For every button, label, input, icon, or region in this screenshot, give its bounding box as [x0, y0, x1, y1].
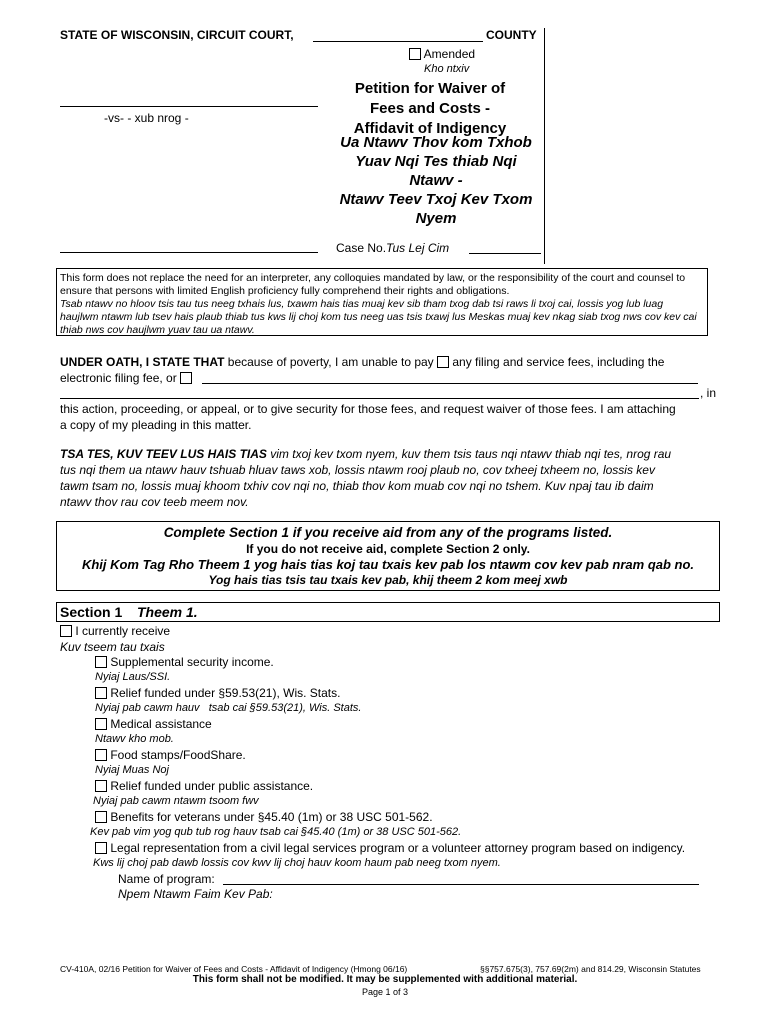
oath-hmong-line: tus nqi them ua ntawv hauv tshuab hluav taws xob, lossis ntawm rooj plaub no, cov txheej txheem no, lossis kev: [60, 463, 655, 477]
case-number-field[interactable]: [469, 253, 541, 254]
medical-checkbox[interactable]: [95, 718, 107, 730]
court-heading: STATE OF WISCONSIN, CIRCUIT COURT,: [60, 28, 294, 42]
title-line: Fees and Costs -: [369, 100, 491, 117]
notice-english: This form does not replace the need for an interpreter, any colloquies mandated by law, or the responsibility of the court and counsel to ensure that persons with limited English proficiency fully comprehend their rights and obligations.: [60, 272, 686, 297]
veterans-hmong: Kev pab vim yog qub tub rog hauv tsab cai §45.40 (1m) or 38 USC 501-562.: [90, 826, 462, 838]
case-number-label: [336, 241, 449, 255]
respondent-name-field[interactable]: [60, 252, 318, 253]
amended-hmong-label: Kho ntxiv: [424, 63, 470, 75]
oath-in: , in: [700, 386, 717, 400]
petitioner-name-field[interactable]: [60, 106, 318, 107]
page-number: Page 1 of 3: [361, 987, 409, 997]
legal-representation-checkbox[interactable]: [95, 842, 107, 854]
oath-hmong-line: ntawv thov rau cov teeb meem nov.: [60, 495, 249, 509]
form-title: [330, 79, 530, 139]
item-veterans[interactable]: [95, 810, 433, 824]
ssi-hmong: Nyiaj Laus/SSI.: [95, 671, 171, 683]
legal-representation-label: Legal representation from a civil legal services program or a volunteer attorney program based on indigency.: [110, 841, 686, 855]
relief-5953-hmong: Nyiaj pab cawm hauv tsab cai §59.53(21), Wis. Stats.: [95, 702, 362, 714]
instructions-line-1: Complete Section 1 if you receive aid from any of the programs listed.: [163, 525, 613, 540]
amended-option[interactable]: [409, 47, 475, 61]
instructions-line-3: Khij Kom Tag Rho Theem 1 yog hais tias koj tau txais kev pab los ntawm cov kev pab nram qab no.: [81, 557, 695, 572]
program-name-field[interactable]: [223, 884, 699, 885]
notice-hmong: Tsab ntawv no hloov tsis tau tus neeg txhais lus, txawm hais tias muaj kev sib tham txog dab tsi raws li txoj cai, lossis yog lub luag haujlwm ntawm lub tsev hais plaub thiab tus kws lij choj kom tus neeg uas tsis txawj lus Meskas muaj kev nkag siab txog nws cov kev cai thiab nws cov haujlwm yuav tau ua ntawv.: [60, 298, 697, 336]
foodshare-hmong: Nyiaj Muas Noj: [95, 764, 169, 776]
public-assistance-checkbox[interactable]: [95, 780, 107, 792]
oath-text: electronic filing fee, or: [60, 371, 181, 385]
form-id: CV-410A, 02/16 Petition for Waiver of Fees and Costs - Affidavit of Indigency (Hmong 06/16): [60, 964, 408, 974]
relief-5953-label: Relief funded under §59.53(21), Wis. Stats.: [110, 686, 341, 700]
oath-line-2: [60, 371, 192, 385]
item-medical[interactable]: [95, 717, 212, 731]
oath-lead: UNDER OATH, I STATE THAT: [60, 355, 225, 369]
item-foodshare[interactable]: [95, 748, 246, 762]
caption-divider: [544, 28, 545, 264]
medical-hmong: Ntawv kho mob.: [95, 733, 174, 745]
form-title-hmong: [330, 133, 542, 228]
item-ssi[interactable]: [95, 655, 274, 669]
modification-notice: This form shall not be modified. It may be supplemented with additional material.: [192, 974, 578, 985]
interpreter-notice: [56, 268, 708, 336]
oath-hmong: [60, 446, 671, 510]
oath-hmong-lead: TSA TES, KUV TEEV LUS HAIS TIAS: [60, 447, 267, 461]
section-1-title-hmong: Theem 1.: [137, 604, 198, 620]
currently-receive[interactable]: [60, 624, 170, 638]
instructions-line-2: If you do not receive aid, complete Section 2 only.: [246, 542, 530, 556]
foodshare-checkbox[interactable]: [95, 749, 107, 761]
currently-receive-label: I currently receive: [75, 624, 171, 638]
title-line: Petition for Waiver of: [354, 80, 506, 97]
currently-receive-hmong: Kuv tseem tau txais: [60, 640, 165, 654]
oath-line-4: this action, proceeding, or appeal, or to give security for those fees, and request waiver of those fees. I am attaching: [60, 402, 676, 416]
item-relief-5953[interactable]: [95, 686, 340, 700]
title-line: Affidavit of Indigency: [353, 120, 507, 137]
oath-text: because of poverty, I am unable to pay: [224, 355, 438, 369]
item-legal-representation[interactable]: [95, 841, 685, 855]
veterans-checkbox[interactable]: [95, 811, 107, 823]
section-1-header: [56, 602, 720, 622]
versus-label: -vs- - xub nrog -: [104, 111, 189, 125]
amended-label: Amended: [423, 47, 476, 61]
case-no-hmong: Tus Lej Cim: [386, 241, 450, 255]
other-fees-checkbox[interactable]: [180, 372, 192, 384]
other-fees-field[interactable]: [202, 383, 698, 384]
ssi-label: Supplemental security income.: [110, 655, 274, 669]
title-hmong-line: Ua Ntawv Thov kom Txhob: [340, 134, 532, 151]
amended-checkbox[interactable]: [409, 48, 421, 60]
other-fees-field-2[interactable]: [60, 398, 699, 399]
ssi-checkbox[interactable]: [95, 656, 107, 668]
public-assistance-hmong: Nyiaj pab cawm ntawm tsoom fwv: [93, 795, 259, 807]
currently-receive-checkbox[interactable]: [60, 625, 72, 637]
public-assistance-label: Relief funded under public assistance.: [110, 779, 314, 793]
title-hmong-line: Nyem: [415, 210, 457, 227]
legal-representation-hmong: Kws lij choj pab dawb lossis cov kwv lij choj hauv koom haum pab neeg txom nyem.: [93, 857, 501, 869]
oath-text: any filing and service fees, including the: [449, 355, 665, 369]
oath-hmong-text: vim txoj kev txom nyem, kuv them tsis taus nqi ntawv thiab nqi tes, nrog rau: [266, 447, 672, 461]
circuit-court-field[interactable]: [313, 41, 483, 42]
fees-checkbox[interactable]: [437, 356, 449, 368]
oath-line-1: [60, 355, 664, 369]
program-name-hmong: Npem Ntawm Faim Kev Pab:: [118, 887, 273, 901]
title-hmong-line: Yuav Nqi Tes thiab Nqi: [355, 153, 517, 170]
relief-5953-checkbox[interactable]: [95, 687, 107, 699]
instructions-box: [56, 521, 720, 591]
title-hmong-line: Ntawv -: [409, 172, 463, 189]
oath-line-5: a copy of my pleading in this matter.: [60, 418, 252, 432]
statutes: §§757.675(3), 757.69(2m) and 814.29, Wisconsin Statutes: [480, 964, 701, 974]
item-public-assistance[interactable]: [95, 779, 313, 793]
veterans-label: Benefits for veterans under §45.40 (1m) or 38 USC 501-562.: [110, 810, 433, 824]
medical-label: Medical assistance: [110, 717, 212, 731]
county-label: COUNTY: [486, 28, 537, 42]
oath-hmong-line: tawm tsam no, lossis muaj khoom txhiv cov nqi no, thiab thov kom muab cov nqi no tshem. Kuv npaj tau ib daim: [60, 479, 654, 493]
oath-hmong-line: [60, 446, 671, 462]
foodshare-label: Food stamps/FoodShare.: [110, 748, 246, 762]
title-hmong-line: Ntawv Teev Txoj Kev Txom: [339, 191, 533, 208]
program-name-label: Name of program:: [118, 872, 215, 886]
instructions-line-4: Yog hais tias tsis tau txais kev pab, khij theem 2 kom meej xwb: [208, 573, 568, 587]
section-1-title: Section 1: [60, 604, 123, 620]
case-no-text: Case No.: [336, 241, 387, 255]
